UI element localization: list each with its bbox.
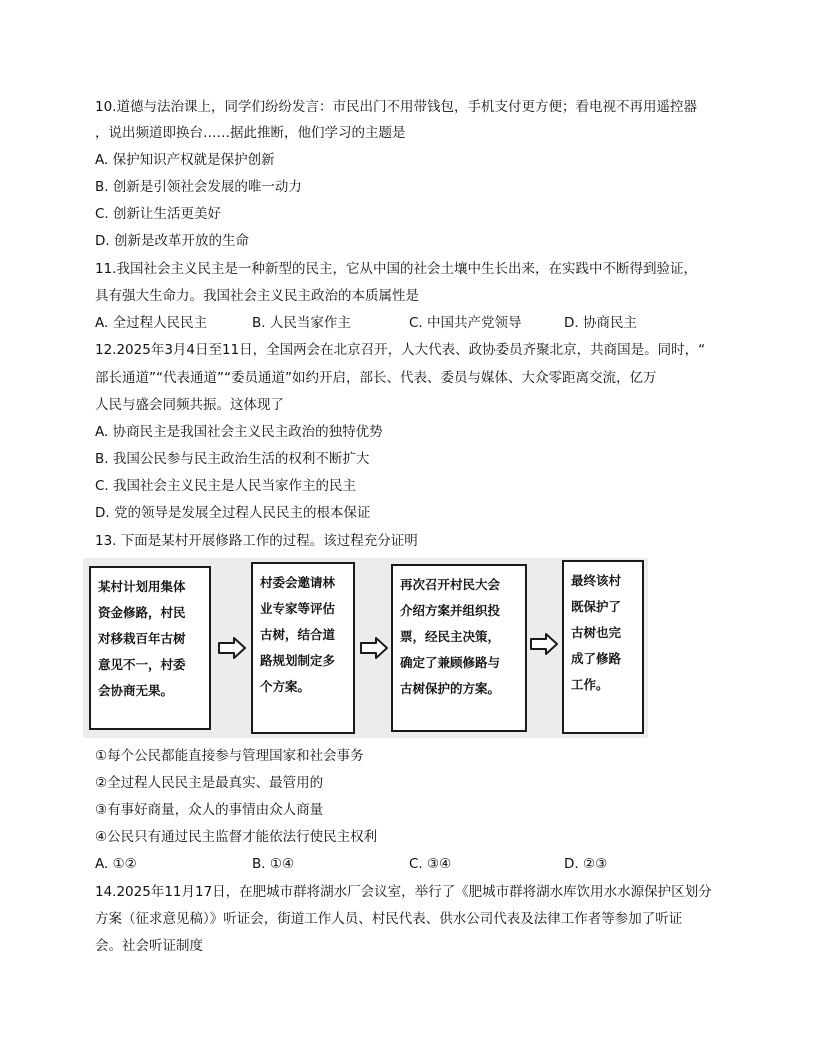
q12-stem-line1: 12.2025年3月4日至11日，全国两会在北京召开，人大代表、政协委员齐聚北京，共商国是。同时，“ (95, 342, 706, 358)
q12-option-c: C. 我国社会主义民主是人民当家作主的民主 (95, 478, 357, 494)
q13-option-c: C. ③④ (409, 856, 452, 872)
q13-option-a: A. ①② (95, 856, 137, 872)
q13-option-d: D. ②③ (564, 856, 608, 872)
flow-arrow-2-icon (359, 636, 389, 660)
flow-step-2: 村委会邀请林 业专家等评估 古树，结合道 路规划制定多 个方案。 (251, 562, 355, 734)
q12-option-a: A. 协商民主是我国社会主义民主政治的独特优势 (95, 424, 383, 440)
flow-arrow-1-icon (217, 636, 247, 660)
q12-option-d: D. 党的领导是发展全过程人民民主的根本保证 (95, 505, 371, 521)
flow-step-1: 某村计划用集体 资金修路，村民 对移栽百年古树 意见不一，村委 会协商无果。 (89, 566, 211, 730)
q13-option-b: B. ①④ (252, 856, 295, 872)
q14-stem-line3: 会。社会听证制度 (95, 938, 203, 954)
q11-option-b: B. 人民当家作主 (252, 315, 351, 331)
q11-stem-line1: 11.我国社会主义民主是一种新型的民主，它从中国的社会土壤中生长出来，在实践中不断得到验证， (95, 261, 697, 277)
q10-stem-line1: 10.道德与法治课上，同学们纷纷发言：市民出门不用带钱包，手机支付更方便；看电视不再用遥控器 (95, 99, 697, 115)
q12-option-b: B. 我国公民参与民主政治生活的权利不断扩大 (95, 451, 370, 467)
flow-step-3: 再次召开村民大会 介绍方案并组织投 票，经民主决策， 确定了兼顾修路与 古树保护的方案。 (391, 564, 527, 732)
q13-stem: 13. 下面是某村开展修路工作的过程。该过程充分证明 (95, 533, 418, 549)
q11-option-d: D. 协商民主 (564, 315, 637, 331)
q13-statement-2: ②全过程人民民主是最真实、最管用的 (95, 775, 324, 791)
q10-option-c: C. 创新让生活更美好 (95, 206, 222, 222)
q14-stem-line2: 方案（征求意见稿）》听证会，街道工作人员、村民代表、供水公司代表及法律工作者等参加了听证 (95, 911, 683, 927)
q10-option-b: B. 创新是引领社会发展的唯一动力 (95, 179, 302, 195)
q13-statement-1: ①每个公民都能直接参与管理国家和社会事务 (95, 748, 364, 764)
q11-stem-line2: 具有强大生命力。我国社会主义民主政治的本质属性是 (95, 288, 419, 304)
flow-arrow-3-icon (529, 632, 559, 656)
q12-stem-line2: 部长通道”“代表通道”“委员通道”如约开启，部长、代表、委员与媒体、大众零距离交流，亿万 (95, 370, 657, 386)
q14-stem-line1: 14.2025年11月17日，在肥城市群将湖水厂会议室，举行了《肥城市群将湖水库饮用水水源保护区划分 (95, 884, 712, 900)
q13-statement-3: ③有事好商量，众人的事情由众人商量 (95, 802, 324, 818)
q13-flow-diagram (83, 558, 648, 738)
q10-option-a: A. 保护知识产权就是保护创新 (95, 152, 275, 168)
q10-stem-line2: ，说出频道即换台……据此推断，他们学习的主题是 (95, 125, 406, 141)
q11-option-c: C. 中国共产党领导 (409, 315, 522, 331)
q13-statement-4: ④公民只有通过民主监督才能依法行使民主权利 (95, 829, 378, 845)
q10-option-d: D. 创新是改革开放的生命 (95, 233, 249, 249)
flow-step-4: 最终该村 既保护了 古树也完 成了修路 工作。 (562, 560, 644, 734)
q12-stem-line3: 人民与盛会同频共振。这体现了 (95, 397, 284, 413)
q11-option-a: A. 全过程人民民主 (95, 315, 208, 331)
